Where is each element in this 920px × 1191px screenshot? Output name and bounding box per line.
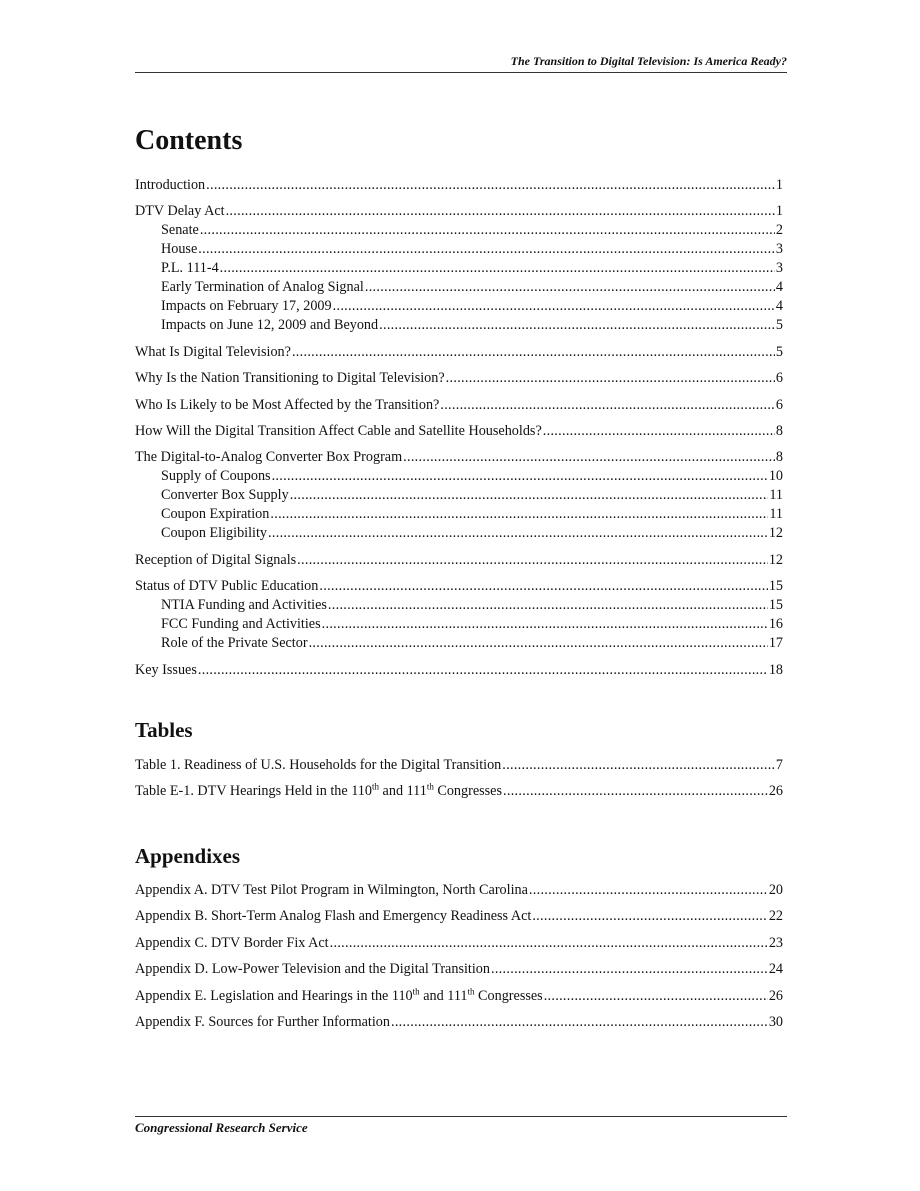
footer-rule bbox=[135, 1116, 787, 1117]
toc-entry-page-number: 6 bbox=[775, 370, 783, 387]
toc-entry-label: Impacts on February 17, 2009 bbox=[161, 298, 332, 315]
toc-entry-page-number: 3 bbox=[775, 260, 783, 277]
toc-entry-label-part: Appendix E. Legislation and Hearings in the 110 bbox=[135, 987, 413, 1004]
toc-entry[interactable] bbox=[135, 987, 783, 1006]
dot-leader bbox=[198, 240, 775, 259]
toc-entry[interactable] bbox=[135, 615, 783, 634]
toc-entry[interactable] bbox=[135, 278, 783, 297]
toc-entry[interactable] bbox=[135, 202, 783, 221]
dot-leader bbox=[529, 881, 768, 900]
toc-entry-label: Appendix B. Short-Term Analog Flash and Emergency Readiness Act bbox=[135, 908, 532, 925]
toc-entry-page-number: 12 bbox=[768, 525, 783, 542]
toc-entry-page-number: 2 bbox=[775, 222, 783, 239]
dot-leader bbox=[391, 1013, 768, 1032]
toc-entry-page-number: 26 bbox=[768, 783, 783, 800]
running-header: The Transition to Digital Television: Is America Ready? bbox=[510, 54, 787, 68]
toc-entry-page-number: 26 bbox=[768, 987, 783, 1004]
toc-entry-label: Impacts on June 12, 2009 and Beyond bbox=[161, 317, 379, 334]
toc-entry-label: The Digital-to-Analog Converter Box Program bbox=[135, 449, 403, 466]
toc-entry-label: Appendix C. DTV Border Fix Act bbox=[135, 934, 329, 951]
toc-entry-label-part: and 111 bbox=[379, 783, 427, 800]
dot-leader bbox=[502, 756, 775, 775]
toc-entry[interactable] bbox=[135, 756, 783, 775]
toc-entry[interactable] bbox=[135, 259, 783, 278]
dot-leader bbox=[440, 396, 775, 415]
toc-entry[interactable] bbox=[135, 343, 783, 362]
toc-entry[interactable] bbox=[135, 661, 783, 680]
toc-entry-label: Table 1. Readiness of U.S. Households for the Digital Transition bbox=[135, 757, 502, 773]
toc-entry-label: What Is Digital Television? bbox=[135, 343, 291, 360]
toc-entry[interactable] bbox=[135, 960, 783, 979]
toc-entry-label: Who Is Likely to be Most Affected by the Transition? bbox=[135, 396, 440, 413]
toc-entry[interactable] bbox=[135, 1013, 783, 1032]
toc-entry-page-number: 10 bbox=[768, 468, 783, 485]
toc-entry[interactable] bbox=[135, 524, 783, 543]
toc-entry-label: Appendix D. Low-Power Television and the Digital Transition bbox=[135, 961, 490, 978]
toc-entry-label-part: Congresses bbox=[474, 987, 543, 1004]
toc-entry-page-number: 5 bbox=[775, 343, 783, 360]
toc-entry[interactable] bbox=[135, 221, 783, 240]
toc-entry-page-number: 24 bbox=[768, 961, 783, 978]
toc-entry-page-number: 11 bbox=[769, 506, 783, 523]
header-rule bbox=[135, 72, 787, 73]
dot-leader bbox=[543, 422, 775, 441]
dot-leader bbox=[403, 448, 775, 467]
toc-entry[interactable] bbox=[135, 577, 783, 596]
appendixes-heading: Appendixes bbox=[135, 844, 241, 868]
contents-heading: Contents bbox=[135, 125, 243, 156]
toc-entry-label: Converter Box Supply bbox=[161, 487, 289, 504]
toc-entry-label: Reception of Digital Signals bbox=[135, 551, 297, 568]
toc-entry[interactable] bbox=[135, 934, 783, 953]
dot-leader bbox=[333, 297, 775, 316]
toc-entry[interactable] bbox=[135, 316, 783, 335]
toc-entry[interactable] bbox=[135, 467, 783, 486]
toc-entry-page-number: 20 bbox=[768, 882, 783, 898]
toc-entry[interactable] bbox=[135, 369, 783, 388]
toc-entry-label: Early Termination of Analog Signal bbox=[161, 279, 364, 296]
toc-entry-page-number: 3 bbox=[775, 241, 783, 258]
tables-list bbox=[135, 756, 783, 801]
dot-leader bbox=[379, 316, 775, 335]
dot-leader bbox=[319, 577, 767, 596]
toc-entry-page-number: 15 bbox=[768, 578, 783, 595]
toc-entry-page-number: 7 bbox=[775, 757, 783, 773]
toc-entry-label: Appendix F. Sources for Further Information bbox=[135, 1013, 390, 1030]
toc-entry[interactable] bbox=[135, 596, 783, 615]
dot-leader bbox=[200, 221, 775, 240]
toc-entry-label: Coupon Eligibility bbox=[161, 525, 268, 542]
dot-leader bbox=[270, 505, 768, 524]
toc-entry[interactable] bbox=[135, 396, 783, 415]
toc-entry-page-number: 1 bbox=[775, 203, 783, 220]
toc-entry-label bbox=[135, 987, 543, 1006]
dot-leader bbox=[220, 259, 775, 278]
dot-leader bbox=[309, 634, 768, 653]
toc-entry[interactable] bbox=[135, 240, 783, 259]
dot-leader bbox=[365, 278, 775, 297]
toc-entry[interactable] bbox=[135, 907, 783, 926]
toc-entry-page-number: 18 bbox=[768, 661, 783, 678]
footer-text: Congressional Research Service bbox=[135, 1120, 308, 1135]
ordinal-superscript: th bbox=[467, 985, 475, 996]
toc-entry-page-number: 23 bbox=[768, 934, 783, 951]
dot-leader bbox=[532, 907, 767, 926]
toc-entry-page-number: 11 bbox=[769, 487, 783, 504]
toc-entry[interactable] bbox=[135, 422, 783, 441]
dot-leader bbox=[491, 960, 768, 979]
contents-list bbox=[135, 176, 783, 680]
toc-entry-label: Status of DTV Public Education bbox=[135, 578, 319, 595]
toc-entry-label-part: and 111 bbox=[419, 987, 468, 1004]
dot-leader bbox=[544, 987, 768, 1006]
dot-leader bbox=[322, 615, 768, 634]
toc-entry-page-number: 8 bbox=[775, 422, 783, 439]
toc-entry[interactable] bbox=[135, 881, 783, 900]
toc-entry-label-part: Congresses bbox=[433, 783, 503, 800]
dot-leader bbox=[206, 176, 775, 195]
toc-entry-page-number: 15 bbox=[768, 597, 783, 614]
toc-entry[interactable] bbox=[135, 448, 783, 467]
toc-entry-label: Introduction bbox=[135, 177, 206, 193]
toc-entry-label: Appendix A. DTV Test Pilot Program in Wilmington, North Carolina bbox=[135, 882, 528, 898]
toc-entry-label: How Will the Digital Transition Affect Cable and Satellite Households? bbox=[135, 422, 542, 439]
toc-entry-label: FCC Funding and Activities bbox=[161, 616, 321, 633]
dot-leader bbox=[446, 369, 775, 388]
toc-entry-label: Key Issues bbox=[135, 661, 197, 678]
toc-entry[interactable] bbox=[135, 176, 783, 195]
toc-entry[interactable] bbox=[135, 505, 783, 524]
dot-leader bbox=[226, 202, 775, 221]
dot-leader bbox=[503, 782, 768, 801]
dot-leader bbox=[328, 596, 768, 615]
toc-entry-label: House bbox=[161, 241, 198, 258]
toc-entry[interactable] bbox=[135, 782, 783, 801]
toc-entry-page-number: 8 bbox=[775, 449, 783, 466]
toc-entry-label: NTIA Funding and Activities bbox=[161, 597, 327, 614]
toc-entry-label: P.L. 111-4 bbox=[161, 260, 219, 277]
toc-entry[interactable] bbox=[135, 486, 783, 505]
toc-entry-label: Senate bbox=[161, 222, 199, 239]
ordinal-superscript: th bbox=[371, 781, 379, 792]
toc-entry-label: Coupon Expiration bbox=[161, 506, 270, 523]
dot-leader bbox=[290, 486, 769, 505]
dot-leader bbox=[198, 661, 768, 680]
dot-leader bbox=[272, 467, 768, 486]
ordinal-superscript: th bbox=[426, 781, 434, 792]
toc-entry-label: DTV Delay Act bbox=[135, 203, 225, 220]
toc-entry-page-number: 22 bbox=[768, 908, 783, 925]
toc-entry-page-number: 5 bbox=[775, 317, 783, 334]
toc-entry-page-number: 6 bbox=[775, 396, 783, 413]
dot-leader bbox=[297, 551, 768, 570]
dot-leader bbox=[292, 343, 775, 362]
toc-entry-page-number: 4 bbox=[775, 279, 783, 296]
toc-entry-page-number: 17 bbox=[768, 635, 783, 652]
toc-entry-label: Why Is the Nation Transitioning to Digital Television? bbox=[135, 370, 445, 387]
toc-entry-label: Role of the Private Sector bbox=[161, 635, 308, 652]
toc-entry-label: Supply of Coupons bbox=[161, 468, 271, 485]
toc-entry[interactable] bbox=[135, 297, 783, 316]
dot-leader bbox=[330, 934, 768, 953]
tables-heading: Tables bbox=[135, 718, 193, 742]
appendixes-list bbox=[135, 881, 783, 1032]
ordinal-superscript: th bbox=[412, 985, 420, 996]
toc-entry-label-part: Table E-1. DTV Hearings Held in the 110 bbox=[135, 783, 372, 800]
toc-entry-page-number: 30 bbox=[768, 1013, 783, 1030]
toc-entry-page-number: 4 bbox=[775, 298, 783, 315]
toc-entry-page-number: 12 bbox=[768, 551, 783, 568]
toc-entry[interactable] bbox=[135, 551, 783, 570]
dot-leader bbox=[268, 524, 768, 543]
toc-entry[interactable] bbox=[135, 634, 783, 653]
toc-entry-page-number: 16 bbox=[768, 616, 783, 633]
toc-entry-page-number: 1 bbox=[775, 177, 783, 193]
toc-entry-label bbox=[135, 782, 502, 801]
